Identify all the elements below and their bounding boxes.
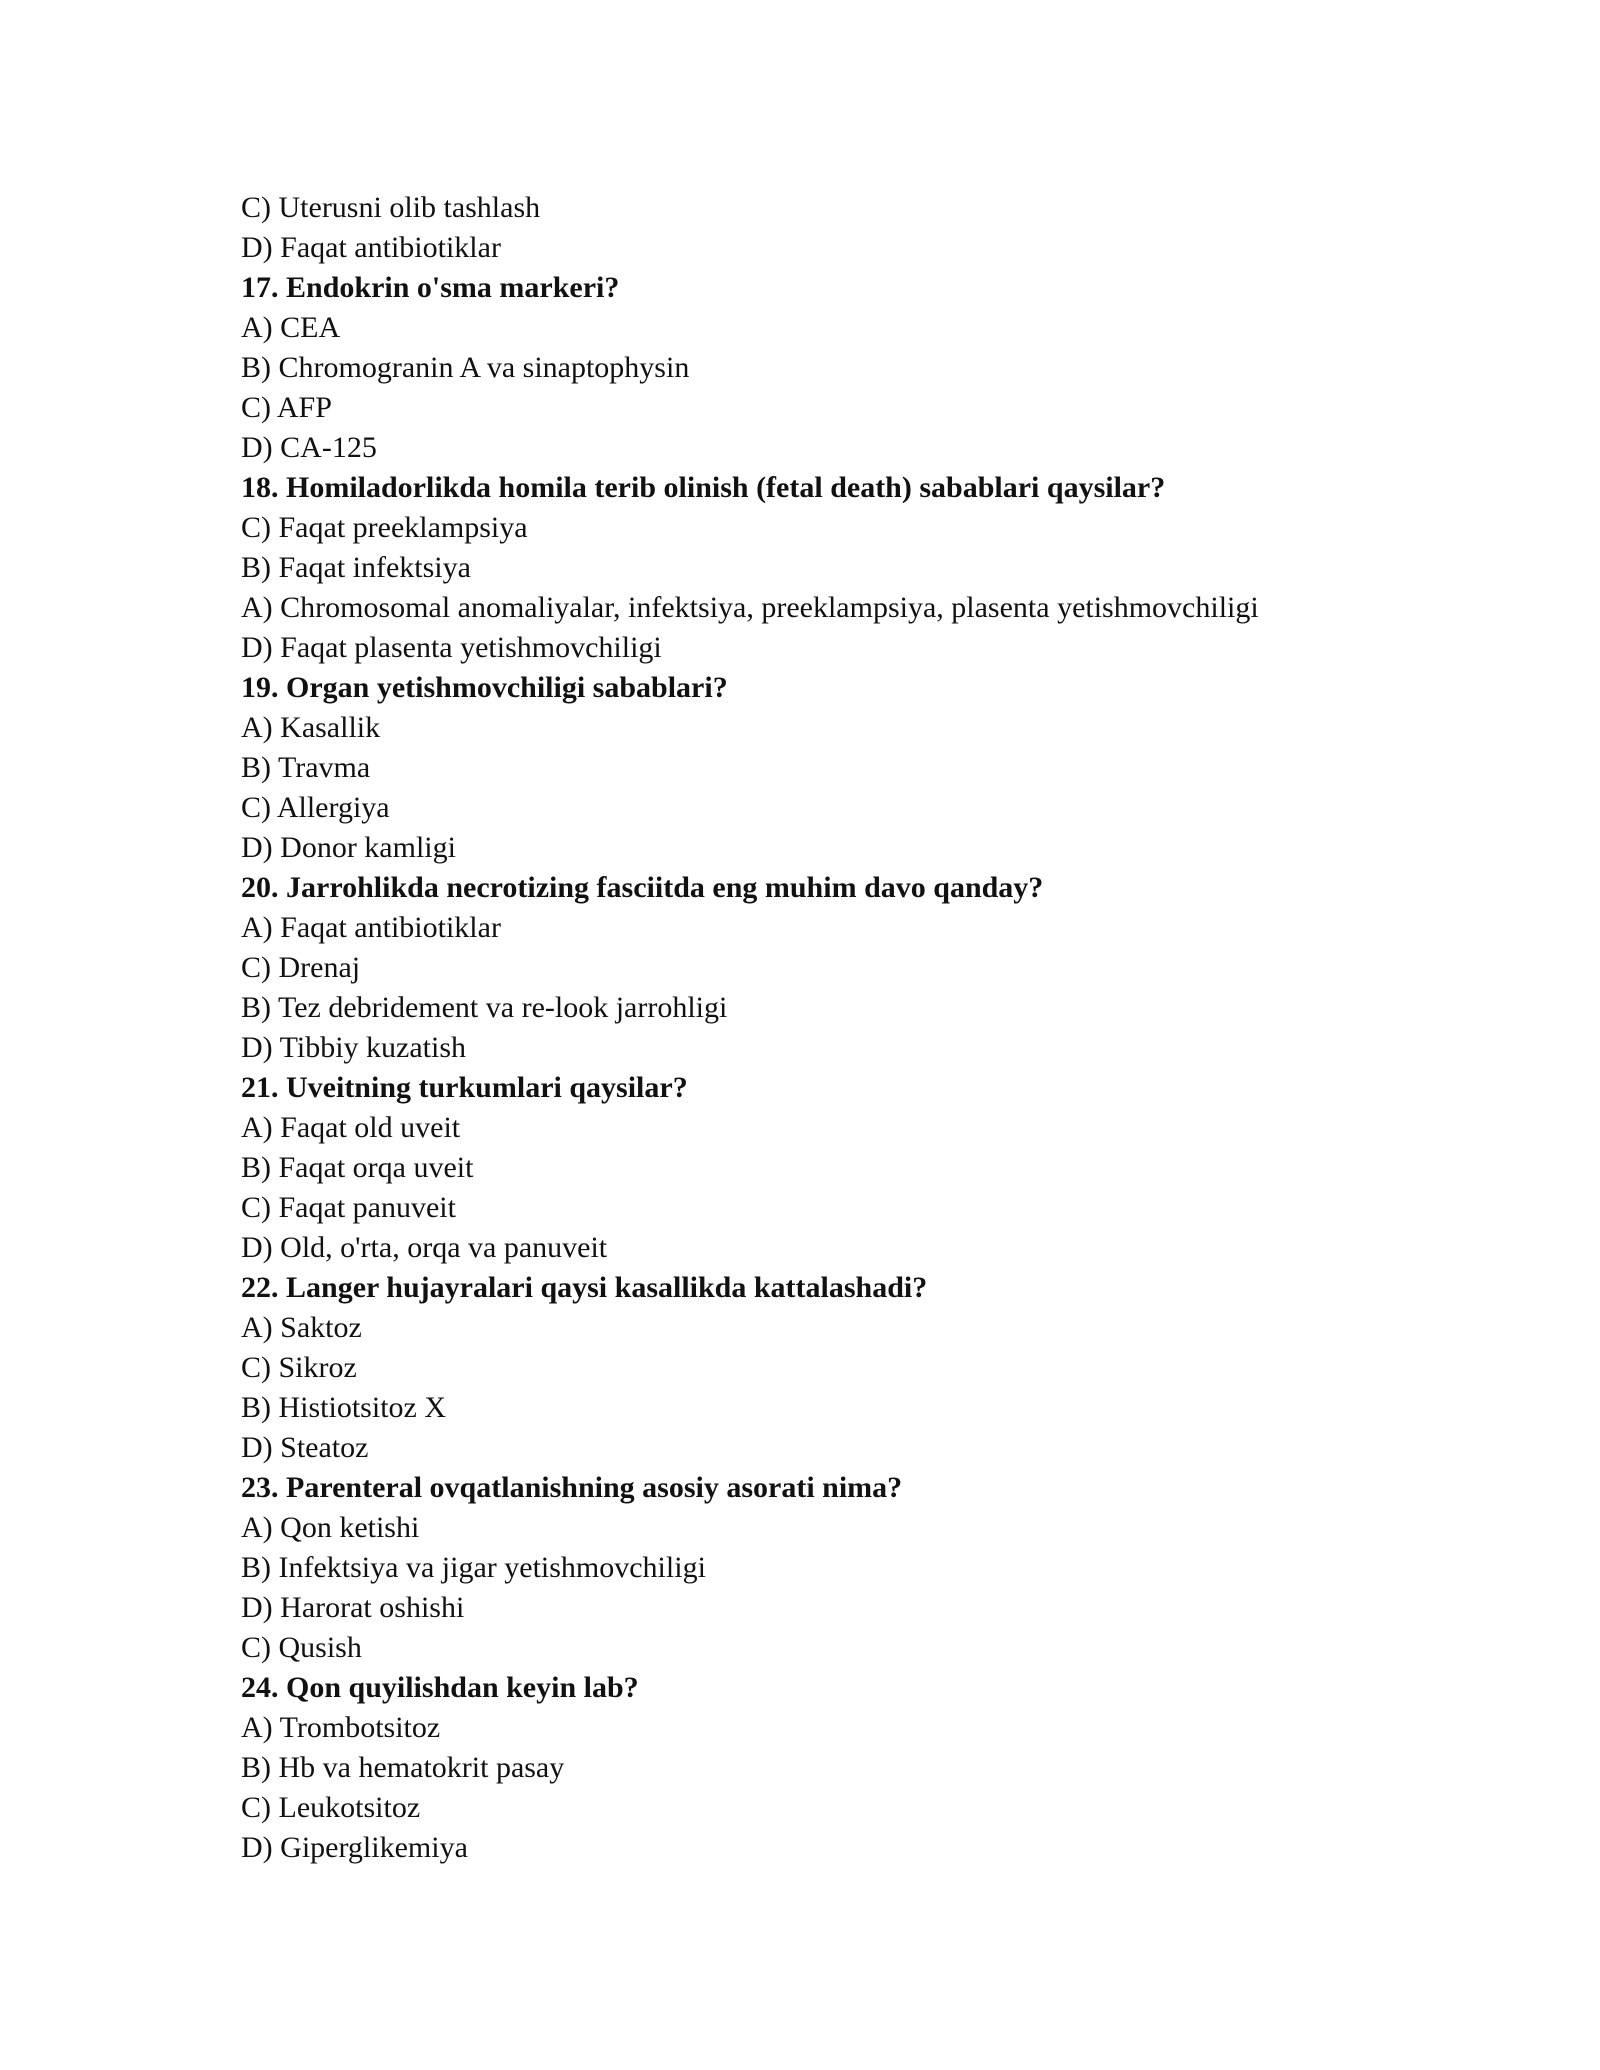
question-heading: 17. Endokrin o'sma markeri?: [241, 271, 620, 304]
question-heading: 20. Jarrohlikda necrotizing fasciitda eng muhim davo qanday?: [241, 871, 1044, 904]
answer-option: B) Travma: [241, 751, 371, 784]
answer-option: B) Faqat orqa uveit: [241, 1151, 474, 1184]
answer-option: D) Steatoz: [241, 1431, 369, 1464]
answer-option: B) Faqat infektsiya: [241, 551, 471, 584]
answer-option: A) Faqat old uveit: [241, 1111, 461, 1144]
question-heading: 24. Qon quyilishdan keyin lab?: [241, 1671, 639, 1704]
answer-option: A) Faqat antibiotiklar: [241, 911, 501, 944]
answer-option: D) Old, o'rta, orqa va panuveit: [241, 1231, 608, 1264]
question-heading: 21. Uveitning turkumlari qaysilar?: [241, 1071, 688, 1104]
question-heading: 19. Organ yetishmovchiligi sabablari?: [241, 671, 728, 704]
answer-option: C) Uterusni olib tashlash: [241, 191, 541, 224]
answer-option: D) Faqat antibiotiklar: [241, 231, 501, 264]
answer-option: A) CEA: [241, 311, 341, 344]
question-heading: 22. Langer hujayralari qaysi kasallikda kattalashadi?: [241, 1271, 928, 1304]
answer-option: B) Histiotsitoz X: [241, 1391, 447, 1424]
answer-option: D) Faqat plasenta yetishmovchiligi: [241, 631, 662, 664]
answer-option: D) Tibbiy kuzatish: [241, 1031, 467, 1064]
quiz-content: [241, 188, 1441, 1868]
answer-option: A) Saktoz: [241, 1311, 362, 1344]
answer-option: C) AFP: [241, 391, 332, 424]
answer-option: D) Harorat oshishi: [241, 1591, 465, 1624]
answer-option: A) Kasallik: [241, 711, 381, 744]
answer-option: B) Infektsiya va jigar yetishmovchiligi: [241, 1551, 706, 1584]
answer-option: A) Trombotsitoz: [241, 1711, 441, 1744]
answer-option: D) CA-125: [241, 431, 377, 464]
answer-option: C) Leukotsitoz: [241, 1791, 421, 1824]
answer-option: C) Allergiya: [241, 791, 390, 824]
question-heading: 23. Parenteral ovqatlanishning asosiy asorati nima?: [241, 1471, 903, 1504]
answer-option: C) Qusish: [241, 1631, 362, 1664]
answer-option: B) Tez debridement va re-look jarrohligi: [241, 991, 728, 1024]
answer-option: B) Chromogranin A va sinaptophysin: [241, 351, 690, 384]
answer-option: C) Drenaj: [241, 951, 361, 984]
answer-option: B) Hb va hematokrit pasay: [241, 1751, 565, 1784]
answer-option: A) Qon ketishi: [241, 1511, 420, 1544]
answer-option: D) Giperglikemiya: [241, 1831, 468, 1864]
answer-option: C) Faqat preeklampsiya: [241, 511, 528, 544]
answer-option: A) Chromosomal anomaliyalar, infektsiya, preeklampsiya, plasenta yetishmovchiligi: [241, 591, 1259, 624]
answer-option: C) Faqat panuveit: [241, 1191, 456, 1224]
question-heading: 18. Homiladorlikda homila terib olinish (fetal death) sabablari qaysilar?: [241, 471, 1166, 504]
answer-option: C) Sikroz: [241, 1351, 357, 1384]
answer-option: D) Donor kamligi: [241, 831, 456, 864]
